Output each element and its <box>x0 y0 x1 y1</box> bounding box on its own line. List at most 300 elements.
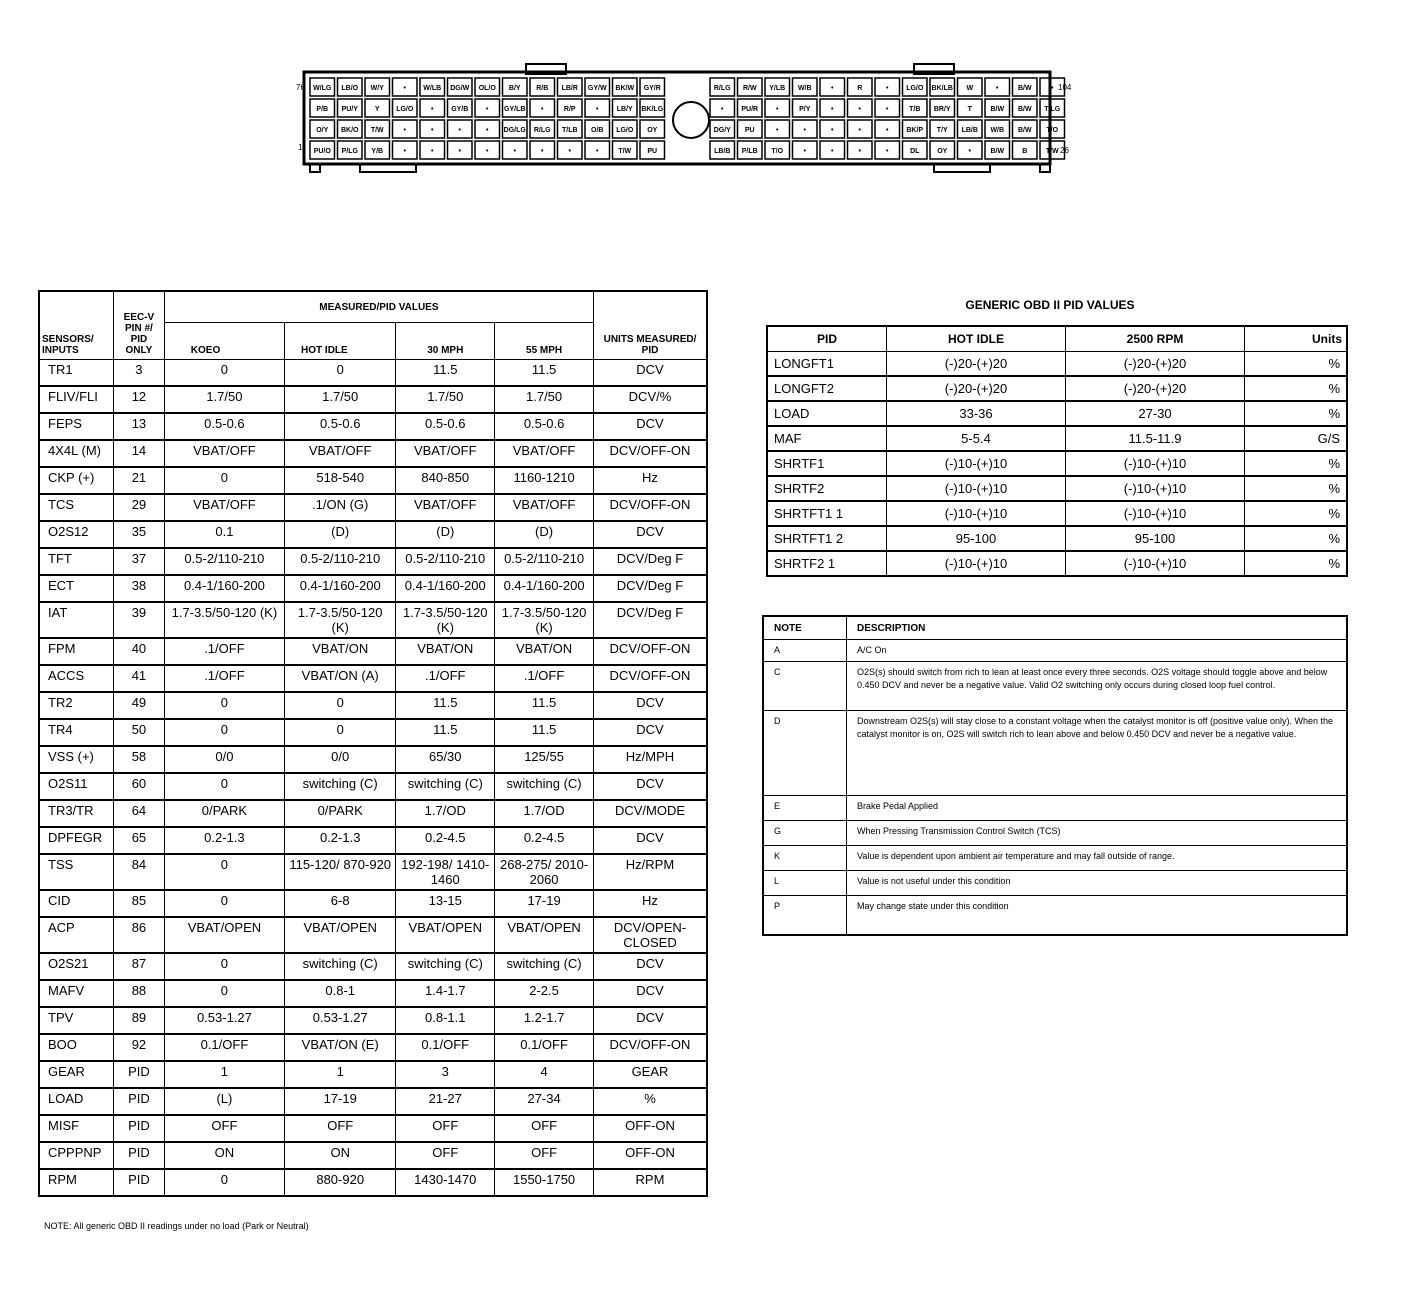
value-cell: 11.5 <box>396 719 495 746</box>
value-cell: 0.5-0.6 <box>396 413 495 440</box>
sensor-name-cell: BOO <box>39 1034 114 1061</box>
value-cell: VBAT/OFF <box>164 494 284 521</box>
table-row <box>767 401 1347 426</box>
value-cell: OFF <box>285 1115 396 1142</box>
connector-pin-label: OL/O <box>478 85 496 92</box>
header-30mph: 30 MPH <box>396 323 495 360</box>
value-cell: 0.4-1/160-200 <box>495 575 594 602</box>
units-cell: GEAR <box>593 1061 707 1088</box>
connector-pin-label: • <box>513 148 516 155</box>
table-row <box>763 662 1347 711</box>
table-row <box>39 548 707 575</box>
value-cell: 11.5 <box>495 692 594 719</box>
notes-header-note: NOTE <box>763 616 847 640</box>
value-cell: 1430-1470 <box>396 1169 495 1196</box>
connector-pin-label: • <box>596 148 599 155</box>
table-row <box>763 846 1347 871</box>
value-cell: 17-19 <box>285 1088 396 1115</box>
connector-pin-label: • <box>858 148 861 155</box>
connector-pin-label: • <box>431 148 434 155</box>
connector-pin-label: • <box>803 148 806 155</box>
sensor-name-cell: RPM <box>39 1169 114 1196</box>
sensor-name-cell: FEPS <box>39 413 114 440</box>
table-row <box>767 551 1347 576</box>
value-cell: 0.53-1.27 <box>164 1007 284 1034</box>
value-cell: VBAT/OFF <box>495 494 594 521</box>
value-cell: 1160-1210 <box>495 467 594 494</box>
connector-pin-label: W/LB <box>423 85 442 92</box>
value-cell: OFF <box>396 1115 495 1142</box>
notes-body <box>763 640 1347 936</box>
value-cell: 1 <box>164 1061 284 1088</box>
pin-cell: 41 <box>114 665 165 692</box>
value-cell: 0 <box>164 1169 284 1196</box>
pin-cell: 38 <box>114 575 165 602</box>
table-row <box>39 494 707 521</box>
value-cell: 0.1/OFF <box>164 1034 284 1061</box>
table-row <box>39 360 707 387</box>
connector-pin-label: • <box>568 148 571 155</box>
sensor-name-cell: TR3/TR <box>39 800 114 827</box>
obd-pid-body <box>767 352 1347 577</box>
table-row <box>39 1034 707 1061</box>
pin-label-26: 26 <box>1060 146 1069 155</box>
value-cell: VBAT/OFF <box>495 440 594 467</box>
connector-pin-label: • <box>886 106 889 113</box>
table-row <box>767 526 1347 551</box>
value-cell: ON <box>285 1142 396 1169</box>
value-cell: 0 <box>164 854 284 890</box>
connector-pin-label: PU <box>744 127 755 134</box>
connector-pin-label: B/W <box>990 148 1005 155</box>
units-cell: DCV <box>593 1007 707 1034</box>
value-cell: 11.5 <box>396 360 495 387</box>
value-cell: 0 <box>164 719 284 746</box>
value-cell: .1/OFF <box>396 665 495 692</box>
sensor-name-cell: VSS (+) <box>39 746 114 773</box>
connector-pin-label: • <box>886 85 889 92</box>
value-cell: 0.5-2/110-210 <box>285 548 396 575</box>
obd-pid-table <box>766 325 1348 577</box>
value-cell: 268-275/ 2010-2060 <box>495 854 594 890</box>
header-koeo: KOEO <box>164 323 284 360</box>
table-row <box>39 602 707 638</box>
value-cell: VBAT/ON <box>495 638 594 665</box>
table-row <box>767 352 1347 377</box>
pin-cell: 21 <box>114 467 165 494</box>
table-row <box>39 1115 707 1142</box>
value-cell: switching (C) <box>285 773 396 800</box>
connector-pin-label: R/W <box>742 85 757 92</box>
value-cell: 65/30 <box>396 746 495 773</box>
value-cell: 13-15 <box>396 890 495 917</box>
units-cell: DCV <box>593 360 707 387</box>
value-cell: 0.4-1/160-200 <box>396 575 495 602</box>
pin-cell: 3 <box>114 360 165 387</box>
connector-pin-label: BK/LG <box>641 106 664 113</box>
connector-pin-label: LB/R <box>561 85 578 92</box>
value-cell: 115-120/ 870-920 <box>285 854 396 890</box>
value-cell: 0 <box>285 719 396 746</box>
obd-pid-cell: LONGFT2 <box>767 376 887 401</box>
units-cell: Hz/RPM <box>593 854 707 890</box>
obd-units-cell: % <box>1245 476 1348 501</box>
value-cell: 17-19 <box>495 890 594 917</box>
value-cell: 0 <box>285 692 396 719</box>
value-cell: (D) <box>285 521 396 548</box>
obd-pid-cell: SHRTFT1 1 <box>767 501 887 526</box>
units-cell: DCV/OFF-ON <box>593 1034 707 1061</box>
table-row <box>39 854 707 890</box>
connector-pin-label: • <box>458 127 461 134</box>
table-row <box>39 953 707 980</box>
units-cell: DCV/OFF-ON <box>593 665 707 692</box>
connector-pin-label: • <box>886 127 889 134</box>
value-cell: (L) <box>164 1088 284 1115</box>
value-cell: VBAT/OPEN <box>164 917 284 953</box>
obd-table-title: GENERIC OBD II PID VALUES <box>965 298 1135 312</box>
sensor-name-cell: FPM <box>39 638 114 665</box>
obd-units-cell: % <box>1245 401 1348 426</box>
value-cell: 1.7/OD <box>495 800 594 827</box>
main-table-note: NOTE: All generic OBD II readings under no load (Park or Neutral) <box>44 1221 309 1231</box>
value-cell: OFF <box>495 1115 594 1142</box>
value-cell: 1.7/OD <box>396 800 495 827</box>
value-cell: .1/OFF <box>495 665 594 692</box>
sensor-name-cell: IAT <box>39 602 114 638</box>
connector-pin-label: T <box>967 106 972 113</box>
pin-cell: 35 <box>114 521 165 548</box>
connector-pin-label: DG/W <box>450 85 470 92</box>
connector-pin-label: P/LG <box>341 148 358 155</box>
pin-cell: 64 <box>114 800 165 827</box>
connector-pin-label: P/B <box>316 106 329 113</box>
table-row <box>763 896 1347 936</box>
note-description-cell: Value is not useful under this condition <box>847 871 1348 896</box>
note-key-cell: K <box>763 846 847 871</box>
value-cell: switching (C) <box>396 773 495 800</box>
value-cell: OFF <box>495 1142 594 1169</box>
header-55mph: 55 MPH <box>495 323 594 360</box>
connector-pin-label: Y <box>374 106 380 113</box>
value-cell: 1.7/50 <box>495 386 594 413</box>
value-cell: 0 <box>164 953 284 980</box>
connector-pin-label: • <box>968 148 971 155</box>
connector-pin-label: O/B <box>591 127 604 134</box>
connector-pins-right <box>710 78 1065 159</box>
obd-pid-cell: SHRTF2 1 <box>767 551 887 576</box>
connector-pin-label: • <box>403 148 406 155</box>
value-cell: 1.4-1.7 <box>396 980 495 1007</box>
connector-pin-label: B/W <box>1017 85 1032 92</box>
connector-pin-label: • <box>858 106 861 113</box>
table-row <box>39 800 707 827</box>
connector-pin-label: OY <box>937 148 948 155</box>
obd-2500rpm-cell: 27-30 <box>1066 401 1245 426</box>
note-key-cell: P <box>763 896 847 936</box>
value-cell: 0.4-1/160-200 <box>164 575 284 602</box>
sensor-name-cell: CKP (+) <box>39 467 114 494</box>
value-cell: 0.5-2/110-210 <box>396 548 495 575</box>
connector-pin-label: T/Y <box>936 127 948 134</box>
obd-units-cell: % <box>1245 352 1348 377</box>
value-cell: 0 <box>285 360 396 387</box>
connector-pins-left <box>310 78 665 159</box>
units-cell: RPM <box>593 1169 707 1196</box>
connector-pin-label: • <box>431 106 434 113</box>
connector-pin-label: LB/B <box>714 148 731 155</box>
value-cell: 0 <box>164 980 284 1007</box>
pin-cell: 87 <box>114 953 165 980</box>
connector-pin-label: T/O <box>1046 127 1059 134</box>
pin-cell: 65 <box>114 827 165 854</box>
units-cell: DCV/OFF-ON <box>593 638 707 665</box>
pin-cell: PID <box>114 1115 165 1142</box>
connector-pin-label: GY/W <box>587 85 607 92</box>
header-hot-idle: HOT IDLE <box>285 323 396 360</box>
units-cell: DCV <box>593 413 707 440</box>
value-cell: 0.1 <box>164 521 284 548</box>
connector-pin-label: • <box>403 127 406 134</box>
table-row <box>763 821 1347 846</box>
connector-pin-label: LB/Y <box>616 106 633 113</box>
obd-units-cell: % <box>1245 526 1348 551</box>
value-cell: 0.2-1.3 <box>164 827 284 854</box>
connector-pin-label: T/W <box>618 148 632 155</box>
units-cell: DCV <box>593 773 707 800</box>
obd-units-cell: % <box>1245 451 1348 476</box>
obd-hot-idle-cell: 33-36 <box>887 401 1066 426</box>
sensor-name-cell: O2S12 <box>39 521 114 548</box>
connector-pin-label: T/O <box>771 148 784 155</box>
obd-2500rpm-cell: 95-100 <box>1066 526 1245 551</box>
table-row <box>767 501 1347 526</box>
table-row <box>39 665 707 692</box>
note-description-cell: Brake Pedal Applied <box>847 796 1348 821</box>
obd-pid-cell: MAF <box>767 426 887 451</box>
value-cell: 4 <box>495 1061 594 1088</box>
obd-2500rpm-cell: (-)10-(+)10 <box>1066 451 1245 476</box>
value-cell: 192-198/ 1410-1460 <box>396 854 495 890</box>
value-cell: VBAT/ON (E) <box>285 1034 396 1061</box>
sensor-name-cell: 4X4L (M) <box>39 440 114 467</box>
value-cell: 1.7-3.5/50-120 (K) <box>495 602 594 638</box>
obd-hot-idle-cell: (-)10-(+)10 <box>887 476 1066 501</box>
table-row <box>39 746 707 773</box>
units-cell: DCV <box>593 953 707 980</box>
connector-pin-label: T/LG <box>1044 106 1061 113</box>
connector-pin-label: B/W <box>990 106 1005 113</box>
connector-pin-label: BK/P <box>906 127 924 134</box>
value-cell: VBAT/OPEN <box>396 917 495 953</box>
obd-hot-idle-cell: 95-100 <box>887 526 1066 551</box>
obd-2500rpm-cell: (-)20-(+)20 <box>1066 376 1245 401</box>
pin-cell: 89 <box>114 1007 165 1034</box>
value-cell: 3 <box>396 1061 495 1088</box>
pin-cell: 39 <box>114 602 165 638</box>
value-cell: 0.5-2/110-210 <box>495 548 594 575</box>
value-cell: 1550-1750 <box>495 1169 594 1196</box>
value-cell: VBAT/OFF <box>396 494 495 521</box>
value-cell: 125/55 <box>495 746 594 773</box>
connector-pin-label: LB/B <box>961 127 978 134</box>
connector-pin-label: DG/Y <box>713 127 731 134</box>
pin-cell: 58 <box>114 746 165 773</box>
table-row <box>39 692 707 719</box>
value-cell: 880-920 <box>285 1169 396 1196</box>
value-cell: 0 <box>164 692 284 719</box>
value-cell: VBAT/OPEN <box>285 917 396 953</box>
table-row <box>39 1061 707 1088</box>
table-row <box>39 413 707 440</box>
pin-cell: 40 <box>114 638 165 665</box>
value-cell: 21-27 <box>396 1088 495 1115</box>
header-sensors: SENSORS/ INPUTS <box>39 291 114 360</box>
connector-pin-label: T/LB <box>561 127 578 134</box>
value-cell: VBAT/OFF <box>285 440 396 467</box>
connector-pin-label: BK/O <box>341 127 359 134</box>
obd-pid-cell: SHRTF1 <box>767 451 887 476</box>
connector-pin-label: • <box>803 127 806 134</box>
pin-cell: 37 <box>114 548 165 575</box>
pin-label-76: 76 <box>296 83 305 92</box>
pin-cell: 13 <box>114 413 165 440</box>
pin-cell: PID <box>114 1169 165 1196</box>
connector-pin-label: BR/Y <box>933 106 951 113</box>
value-cell: 0/PARK <box>164 800 284 827</box>
pin-cell: 12 <box>114 386 165 413</box>
sensor-name-cell: TR1 <box>39 360 114 387</box>
sensor-name-cell: TR4 <box>39 719 114 746</box>
obd-hot-idle-cell: 5-5.4 <box>887 426 1066 451</box>
sensor-name-cell: FLIV/FLI <box>39 386 114 413</box>
table-row <box>767 451 1347 476</box>
note-key-cell: D <box>763 711 847 796</box>
note-description-cell: Value is dependent upon ambient air temperature and may fall outside of range. <box>847 846 1348 871</box>
obd-pid-cell: LONGFT1 <box>767 352 887 377</box>
units-cell: DCV/Deg F <box>593 602 707 638</box>
connector-pin-label: • <box>858 127 861 134</box>
note-key-cell: C <box>763 662 847 711</box>
connector-pin-label: T/W <box>370 127 384 134</box>
connector-pin-label: LG/O <box>396 106 414 113</box>
sensor-name-cell: GEAR <box>39 1061 114 1088</box>
connector-pin-label: B/W <box>1017 106 1032 113</box>
connector-pin-label: • <box>831 106 834 113</box>
connector-pin-label: • <box>831 148 834 155</box>
obd-header-hot-idle: HOT IDLE <box>887 326 1066 352</box>
connector-pin-label: PU/R <box>741 106 759 113</box>
pin-label-1: 1 <box>298 143 303 152</box>
sensor-name-cell: TFT <box>39 548 114 575</box>
value-cell: 1.7-3.5/50-120 (K) <box>164 602 284 638</box>
units-cell: OFF-ON <box>593 1142 707 1169</box>
obd-header-units: Units <box>1245 326 1348 352</box>
note-description-cell: A/C On <box>847 640 1348 662</box>
table-row <box>39 719 707 746</box>
obd-units-cell: % <box>1245 501 1348 526</box>
units-cell: DCV/OFF-ON <box>593 440 707 467</box>
connector-pin-label: GY/LB <box>504 106 526 113</box>
sensor-name-cell: TR2 <box>39 692 114 719</box>
pin-cell: PID <box>114 1142 165 1169</box>
value-cell: ON <box>164 1142 284 1169</box>
value-cell: 0 <box>164 890 284 917</box>
pin-cell: 88 <box>114 980 165 1007</box>
obd-2500rpm-cell: (-)20-(+)20 <box>1066 352 1245 377</box>
connector-pin-label: • <box>486 106 489 113</box>
value-cell: (D) <box>396 521 495 548</box>
table-row <box>39 638 707 665</box>
connector-pin-label: • <box>886 148 889 155</box>
connector-pin-label: W/B <box>797 85 812 92</box>
units-cell: Hz <box>593 890 707 917</box>
value-cell: .1/ON (G) <box>285 494 396 521</box>
value-cell: 0.1/OFF <box>495 1034 594 1061</box>
pin-cell: 60 <box>114 773 165 800</box>
units-cell: DCV/% <box>593 386 707 413</box>
units-cell: DCV/OFF-ON <box>593 494 707 521</box>
connector-pin-label: R/B <box>536 85 549 92</box>
obd-header-pid: PID <box>767 326 887 352</box>
table-row <box>763 796 1347 821</box>
note-description-cell: O2S(s) should switch from rich to lean at least once every three seconds. O2S voltage should toggle above and below 0.450 DCV and never be a negative value. Valid O2 switching only occurs during closed loop fuel control. <box>847 662 1348 711</box>
value-cell: 1.7-3.5/50-120 (K) <box>396 602 495 638</box>
table-row <box>39 1007 707 1034</box>
connector-pin-label: W/Y <box>370 85 384 92</box>
value-cell: VBAT/OFF <box>396 440 495 467</box>
obd-2500rpm-cell: 11.5-11.9 <box>1066 426 1245 451</box>
ecm-connector-diagram <box>296 60 1086 178</box>
sensor-name-cell: DPFEGR <box>39 827 114 854</box>
sensor-name-cell: TSS <box>39 854 114 890</box>
sensor-name-cell: O2S21 <box>39 953 114 980</box>
value-cell: 0/0 <box>285 746 396 773</box>
obd-units-cell: % <box>1245 376 1348 401</box>
header-units: UNITS MEASURED/ PID <box>593 291 707 360</box>
connector-pin-label: R/LG <box>713 85 731 92</box>
connector-pin-label: • <box>721 106 724 113</box>
pin-cell: 14 <box>114 440 165 467</box>
sensor-name-cell: LOAD <box>39 1088 114 1115</box>
units-cell: DCV/Deg F <box>593 575 707 602</box>
pin-cell: PID <box>114 1061 165 1088</box>
connector-pin-label: T/B <box>909 106 921 113</box>
value-cell: 0/0 <box>164 746 284 773</box>
connector-pin-label: Y/LB <box>769 85 786 92</box>
connector-pin-label: • <box>458 148 461 155</box>
value-cell: 0.8-1 <box>285 980 396 1007</box>
connector-pin-label: W/B <box>990 127 1005 134</box>
value-cell: 1.7-3.5/50-120 (K) <box>285 602 396 638</box>
table-row <box>767 476 1347 501</box>
value-cell: OFF <box>396 1142 495 1169</box>
obd-2500rpm-cell: (-)10-(+)10 <box>1066 551 1245 576</box>
sensor-name-cell: ACP <box>39 917 114 953</box>
value-cell: 0 <box>164 773 284 800</box>
table-row <box>39 1169 707 1196</box>
table-row <box>39 440 707 467</box>
table-row <box>39 980 707 1007</box>
connector-pin-label: LG/O <box>616 127 634 134</box>
value-cell: 0.2-4.5 <box>396 827 495 854</box>
value-cell: 1.7/50 <box>396 386 495 413</box>
table-row <box>763 871 1347 896</box>
units-cell: DCV <box>593 827 707 854</box>
pin-label-104: 104 <box>1058 83 1072 92</box>
value-cell: VBAT/ON <box>285 638 396 665</box>
connector-pin-label: DL <box>910 148 920 155</box>
